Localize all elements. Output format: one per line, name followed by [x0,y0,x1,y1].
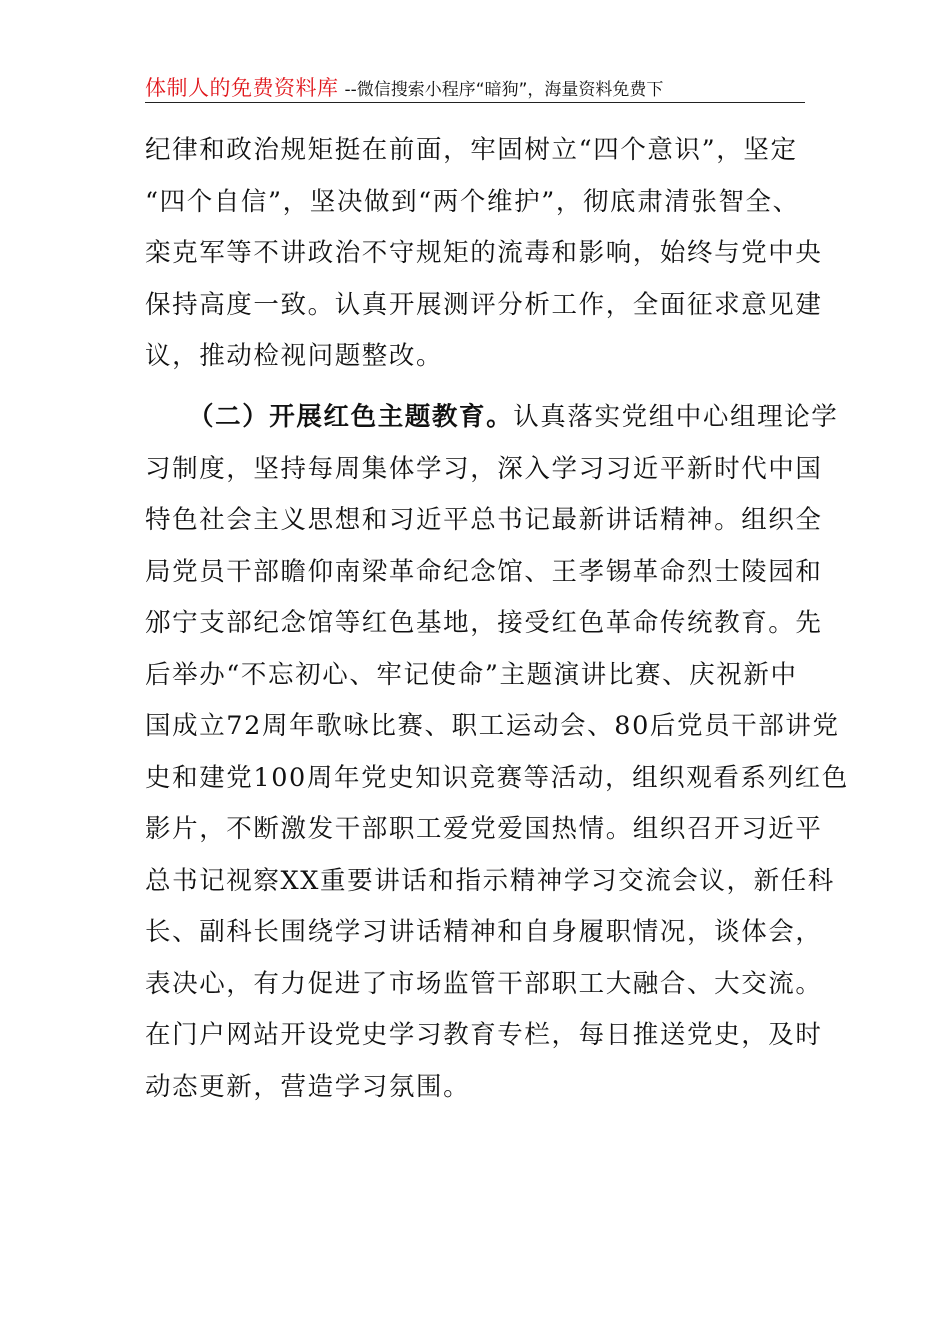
heading-line-rest: 认真落实党组中心组理论学 [513,402,839,432]
text-line: 议，推动检视问题整改。 [145,341,444,371]
text-line: 长、副科长围绕学习讲话精神和自身履职情况，谈体会， [145,917,823,947]
text-line: 局党员干部瞻仰南梁革命纪念馆、王孝锡革命烈士陵园和 [145,556,823,587]
text-line: 保持高度一致。认真开展测评分析工作，全面征求意见建 [145,289,823,320]
text-line: 在门户网站开设党史学习教育专栏，每日推送党史，及时 [145,1020,823,1050]
text-line: 史和建党100周年党史知识竞赛等活动，组织观看系列红色 [145,762,849,793]
header-brand: 体制人的免费资料库 [145,76,339,100]
text-line: 表决心，有力促进了市场监管干部职工大融合、大交流。 [145,968,823,999]
text-line: 习制度，坚持每周集体学习，深入学习习近平新时代中国 [145,453,823,484]
paragraph-red-education [145,392,849,1113]
text-line: 后举办“不忘初心、牢记使命”主题演讲比赛、庆祝新中 [145,659,798,690]
text-line: 纪律和政治规矩挺在前面，牢固树立“四个意识”，坚定 [145,135,798,165]
text-line: 特色社会主义思想和习近平总书记最新讲话精神。组织全 [145,505,823,535]
text-line: 国成立72周年歌咏比赛、职工运动会、80后党员干部讲党 [145,711,840,741]
paragraph-first-line [145,392,839,444]
header-tagline: --微信搜索小程序“暗狗”，海量资料免费下 [344,80,664,100]
text-line: “四个自信”，坚决做到“两个维护”，彻底肃清张智全、 [145,186,800,217]
paragraph-discipline [145,125,823,383]
text-line: 栾克军等不讲政治不守规矩的流毒和影响，始终与党中央 [145,238,823,268]
page-header [145,72,805,103]
text-line: 动态更新，营造学习氛围。 [145,1071,471,1102]
text-line: 总书记视察XX重要讲话和指示精神学习交流会议，新任科 [145,865,835,896]
section-heading: （二）开展红色主题教育。 [188,402,514,432]
text-line: 影片，不断激发干部职工爱党爱国热情。组织召开习近平 [145,814,823,844]
text-line: 邠宁支部纪念馆等红色基地，接受红色革命传统教育。先 [145,608,823,638]
